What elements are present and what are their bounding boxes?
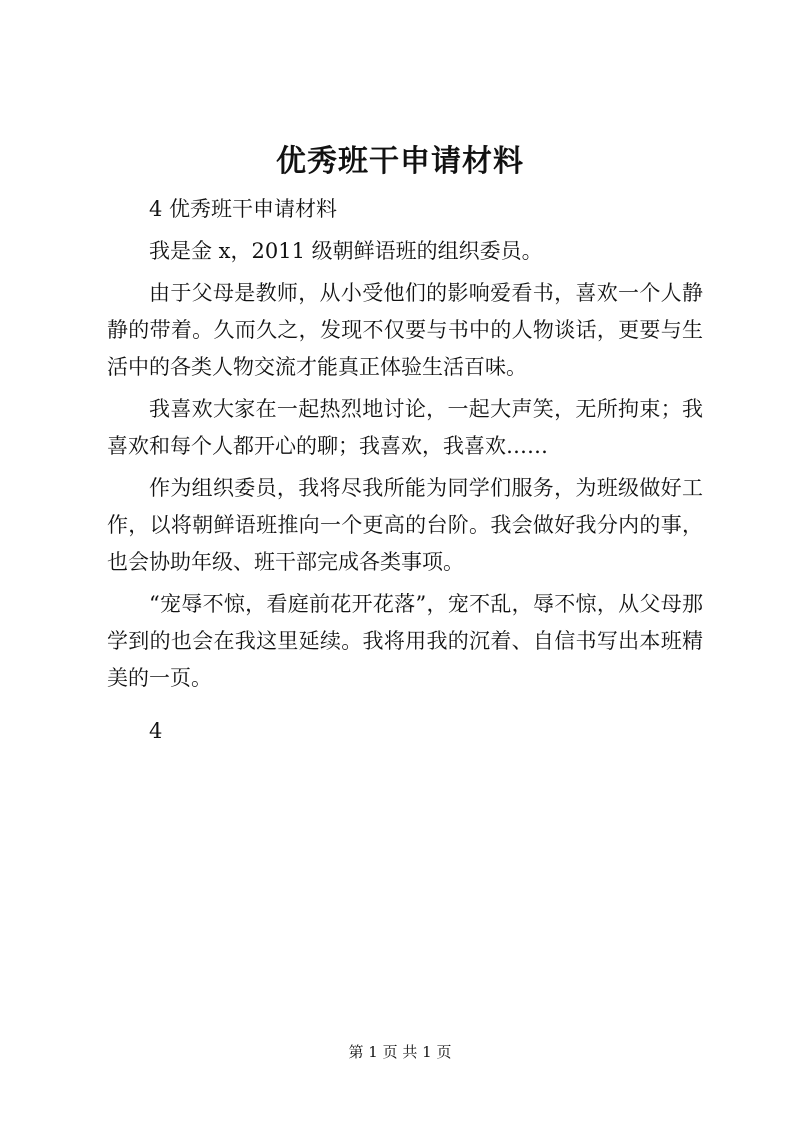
closing-paragraph: “宠辱不惊，看庭前花开花落”，宠不乱，辱不惊，从父母那学到的也会在我这里延续。我将用我的沉着、自信书写出本班精美的一页。 (107, 592, 703, 690)
document-title: 优秀班干申请材料 (276, 144, 524, 179)
commitment-paragraph: 作为组织委员，我将尽我所能为同学们服务，为班级做好工作，以将朝鲜语班推向一个更高的台阶。我会做好我分内的事，也会协助年级、班干部完成各类事项。 (107, 476, 703, 574)
intro-paragraph: 我是金 x，2011 级朝鲜语班的组织委员。 (149, 239, 543, 263)
page-footer: 第 1 页 共 1 页 (348, 1043, 452, 1061)
personality-paragraph: 我喜欢大家在一起热烈地讨论，一起大声笑，无所拘束；我喜欢和每个人都开心的聊；我喜欢，我喜欢…… (107, 397, 703, 458)
subtitle-paragraph: 4 优秀班干申请材料 (149, 197, 338, 221)
document-body (107, 191, 703, 750)
end-number: 4 (149, 719, 163, 743)
background-paragraph: 由于父母是教师，从小受他们的影响爱看书，喜欢一个人静静的带着。久而久之，发现不仅要与书中的人物谈话，更要与生活中的各类人物交流才能真正体验生活百味。 (107, 281, 703, 379)
